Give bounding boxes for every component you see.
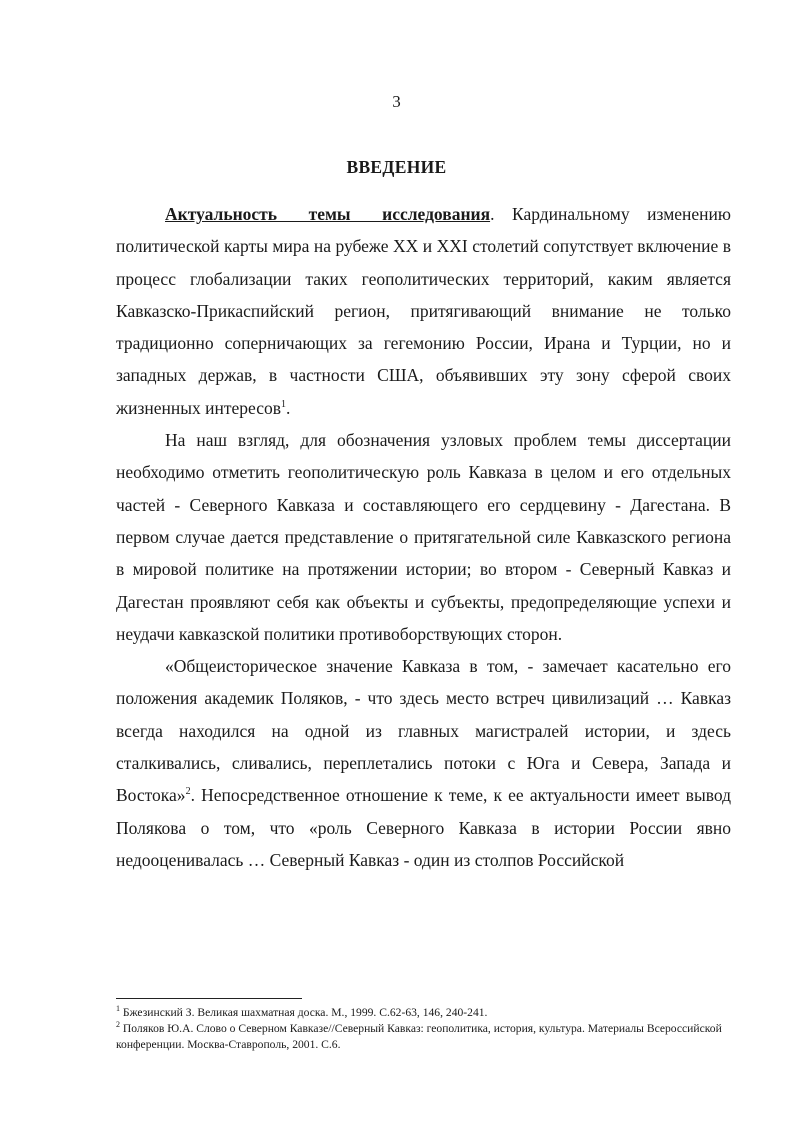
- paragraph-quote: [116, 650, 731, 876]
- footnotes: [116, 1005, 731, 1053]
- footnote-ref-1[interactable]: 1: [281, 398, 286, 410]
- footnote-item: [116, 1021, 731, 1053]
- footnote-text: Поляков Ю.А. Слово о Северном Кавказе//Северный Кавказ: геополитика, история, культура. Материалы Всероссийской конференции. Москва-Ставрополь, 2001. С.6.: [116, 1022, 722, 1051]
- paragraph-text: . Кардинальному изменению политической карты мира на рубеже XX и XXI столетий сопутствует включение в процесс глобализации таких геополитических территорий, каким является Кавказско-Прикаспийский регион, притягивающий внимание не только традиционно соперничающих за гегемонию России, Ирана и Турции, но и западных держав, в частности США, объявивших эту зону сферой своих жизненных интересов: [116, 204, 731, 418]
- footnote-ref-2[interactable]: 2: [185, 786, 191, 798]
- paragraph-text: «Общеисторическое значение Кавказа в том, - замечает касательно его положения академик Поляков, - что здесь место встреч цивилизаций … Кавказ всегда находился на одной из главных магистралей истории, и здесь сталкивались, сливались, переплетались потоки с Юга и Севера, Запада и Востока»: [116, 656, 731, 806]
- footnote-divider: [116, 998, 302, 999]
- paragraph-geopolitics: На наш взгляд, для обозначения узловых проблем темы диссертации необходимо отметить геополитическую роль Кавказа в целом и его отдельных частей - Северного Кавказа и составляющего его сердцевину - Дагестана. В первом случае дается представление о притягательной силе Кавказского региона в мировой политике на протяжении истории; во втором - Северный Кавказ и Дагестан проявляют себя как объекты и субъекты, предопределяющие успехи и неудачи кавказской политики противоборствующих сторон.: [116, 430, 731, 644]
- paragraph-tail: .: [286, 397, 291, 418]
- footnote-text: Бжезинский З. Великая шахматная доска. М., 1999. С.62-63, 146, 240-241.: [122, 1006, 488, 1019]
- paragraph-relevance: [116, 198, 731, 424]
- page-number: 3: [392, 92, 401, 111]
- body-text: [116, 198, 731, 876]
- section-heading: ВВЕДЕНИЕ: [346, 157, 447, 177]
- footnote-item: [116, 1005, 731, 1021]
- paragraph-tail: . Непосредственное отношение к теме, к ее актуальности имеет вывод Полякова о том, что «роль Северного Кавказа в истории России явно недооценивалась … Северный Кавказ - один из столпов Российской: [116, 785, 731, 870]
- relevance-label: Актуальность темы исследования: [165, 204, 491, 224]
- footnote-mark: 1: [116, 1004, 120, 1014]
- footnote-mark: 2: [116, 1020, 120, 1030]
